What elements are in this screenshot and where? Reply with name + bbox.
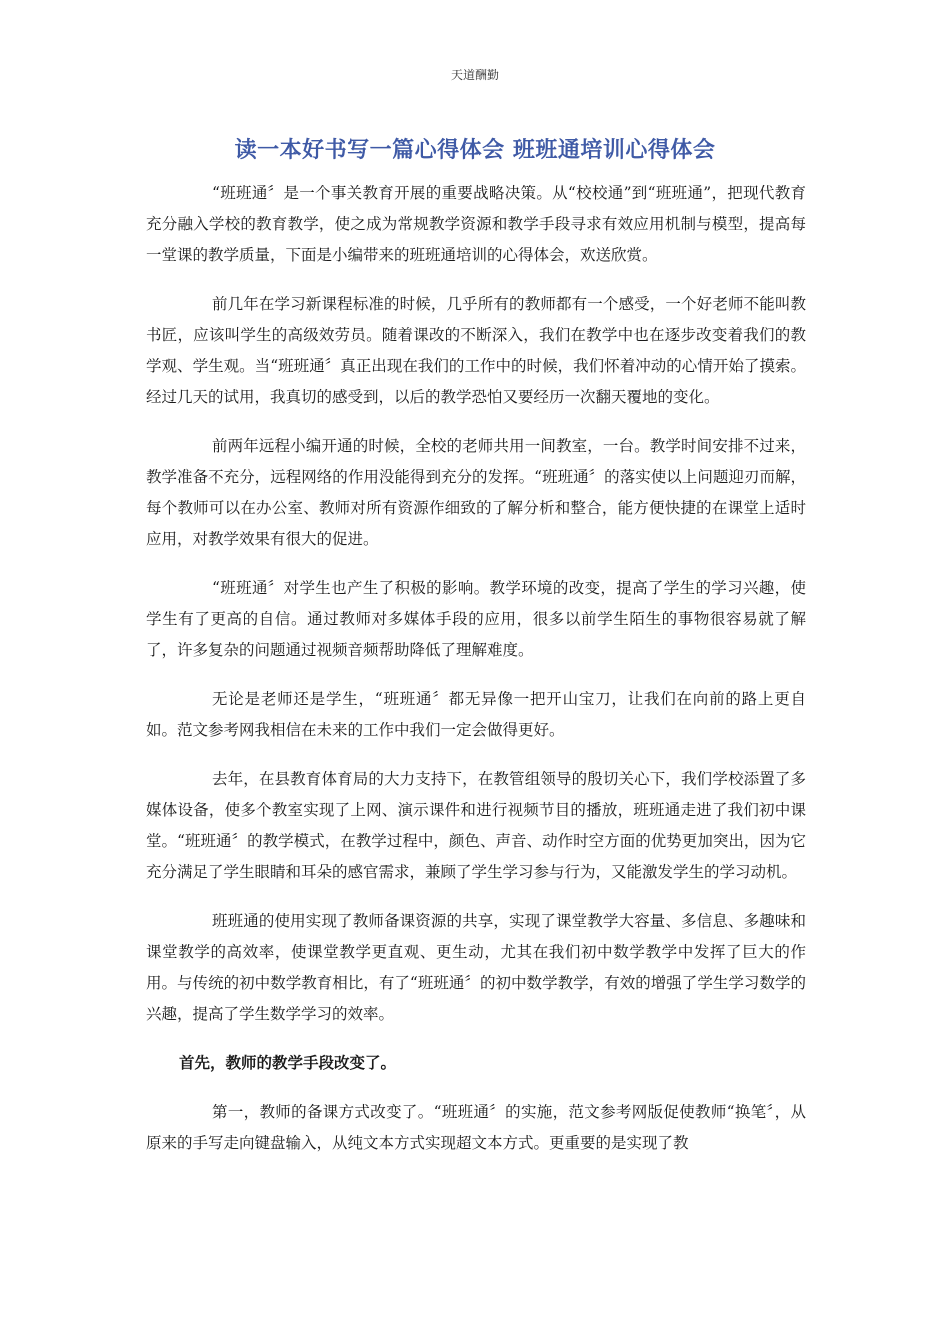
paragraph: 前两年远程小编开通的时候，全校的老师共用一间教室，一台。教学时间安排不过来，教学准备不充分，远程网络的作用没能得到充分的发挥。“班班通〞的落实使以上问题迎刃而解，每个教师可以在办公室、教师对所有资源作细致的了解分析和整合，能方便快捷的在课堂上适时应用，对教学效果有很大的促进。 <box>146 437 806 548</box>
page-header: 天道酬勤 <box>450 68 499 82</box>
paragraph: 前几年在学习新课程标准的时候，几乎所有的教师都有一个感受，一个好老师不能叫教书匠，应该叫学生的高级效劳员。随着课改的不断深入，我们在教学中也在逐步改变着我们的教学观、学生观。当“班班通〞真正出现在我们的工作中的时候，我们怀着冲动的心情开始了摸索。经过几天的试用，我真切的感受到，以后的教学恐怕又要经历一次翻天覆地的变化。 <box>146 295 806 406</box>
paragraph: 班班通的使用实现了教师备课资源的共享，实现了课堂教学大容量、多信息、多趣味和课堂教学的高效率，使课堂教学更直观、更生动，尤其在我们初中数学教学中发挥了巨大的作用。与传统的初中数学教育相比，有了“班班通〞的初中数学教学，有效的增强了学生学习数学的兴趣，提高了学生数学学习的效率。 <box>146 912 806 1023</box>
section-subheading: 首先，教师的教学手段改变了。 <box>179 1054 397 1072</box>
document-body <box>146 178 806 1177</box>
paragraph: “班班通〞对学生也产生了积极的影响。教学环境的改变，提高了学生的学习兴趣，使学生有了更高的自信。通过教师对多媒体手段的应用，很多以前学生陌生的事物很容易就了解了，许多复杂的问题通过视频音频帮助降低了理解难度。 <box>146 579 806 659</box>
document-title: 读一本好书写一篇心得体会 班班通培训心得体会 <box>234 138 716 163</box>
paragraph: “班班通〞是一个事关教育开展的重要战略决策。从“校校通”到“班班通”，把现代教育充分融入学校的教育教学，使之成为常规教学资源和教学手段寻求有效应用机制与模型，提高每一堂课的教学质量，下面是小编带来的班班通培训的心得体会，欢送欣赏。 <box>146 184 806 264</box>
paragraph: 第一，教师的备课方式改变了。“班班通〞的实施，范文参考网版促使教师“换笔〞，从原来的手写走向键盘输入，从纯文本方式实现超文本方式。更重要的是实现了教 <box>146 1103 806 1152</box>
paragraph: 去年，在县教育体育局的大力支持下，在教管组领导的殷切关心下，我们学校添置了多媒体设备，使多个教室实现了上网、演示课件和进行视频节目的播放，班班通走进了我们初中课堂。“班班通〞的教学模式，在教学过程中，颜色、声音、动作时空方面的优势更加突出，因为它充分满足了学生眼睛和耳朵的感官需求，兼顾了学生学习参与行为，又能激发学生的学习动机。 <box>146 770 806 881</box>
paragraph: 无论是老师还是学生，“班班通〞都无异像一把开山宝刀，让我们在向前的路上更自如。范文参考网我相信在未来的工作中我们一定会做得更好。 <box>146 690 806 739</box>
